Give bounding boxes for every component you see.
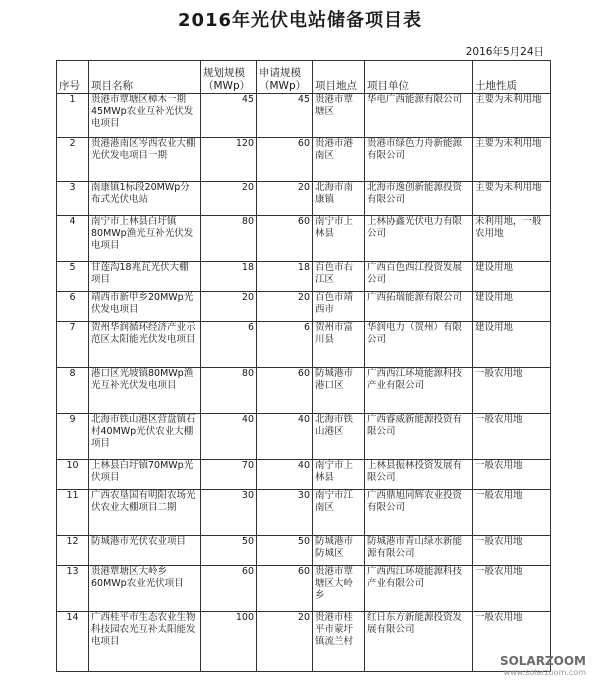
table-row — [57, 292, 551, 322]
table-row — [57, 138, 551, 182]
cell-seq: 14 — [57, 612, 89, 672]
header-requested: 申请规模（MWp） — [257, 61, 313, 94]
cell-location: 贺州市富川县 — [313, 322, 365, 368]
report-date: 2016年5月24日 — [465, 46, 544, 58]
cell-name: 贺州华润循环经济产业示范区太阳能光伏发电项目 — [89, 322, 201, 368]
table-row — [57, 490, 551, 536]
header-name: 项目名称 — [89, 61, 201, 94]
header-land: 土地性质 — [473, 61, 551, 94]
cell-requested: 45 — [257, 94, 313, 138]
cell-unit: 上林县振林投资发展有限公司 — [365, 460, 473, 490]
cell-land: 主要为未利用地 — [473, 94, 551, 138]
cell-name: 南宁市上林县白圩镇80MWp渔光互补光伏发电项目 — [89, 216, 201, 262]
table-row — [57, 182, 551, 216]
cell-seq: 11 — [57, 490, 89, 536]
cell-unit: 广西鼎旭同辉农业投资有限公司 — [365, 490, 473, 536]
cell-land: 主要为未利用地 — [473, 138, 551, 182]
cell-requested: 40 — [257, 414, 313, 460]
header-location: 项目地点 — [313, 61, 365, 94]
cell-unit: 广西拓瑞能源有限公司 — [365, 292, 473, 322]
cell-unit: 广西睿威新能源投资有限公司 — [365, 414, 473, 460]
cell-name: 广西桂平市生态农业生物科技园农光互补太阳能发电项目 — [89, 612, 201, 672]
watermark-brand: SOLARZOOM — [499, 654, 586, 668]
cell-location: 防城港市防城区 — [313, 536, 365, 566]
header-seq: 序号 — [57, 61, 89, 94]
cell-requested: 60 — [257, 566, 313, 612]
cell-unit: 华润电力（贺州）有限公司 — [365, 322, 473, 368]
cell-seq: 6 — [57, 292, 89, 322]
cell-seq: 7 — [57, 322, 89, 368]
cell-seq: 8 — [57, 368, 89, 414]
cell-location: 防城港市港口区 — [313, 368, 365, 414]
cell-requested: 20 — [257, 182, 313, 216]
cell-land: 建设用地 — [473, 262, 551, 292]
cell-seq: 12 — [57, 536, 89, 566]
watermark-url: www.solarzoom.com — [503, 668, 586, 677]
cell-land: 建设用地 — [473, 292, 551, 322]
cell-requested: 60 — [257, 368, 313, 414]
cell-planned: 100 — [201, 612, 257, 672]
cell-unit: 上林协鑫光伏电力有限公司 — [365, 216, 473, 262]
cell-planned: 50 — [201, 536, 257, 566]
cell-requested: 50 — [257, 536, 313, 566]
cell-requested: 20 — [257, 612, 313, 672]
cell-location: 贵港市桂平市蒙圩镇流兰村 — [313, 612, 365, 672]
table-row — [57, 368, 551, 414]
cell-planned: 120 — [201, 138, 257, 182]
cell-seq: 2 — [57, 138, 89, 182]
cell-requested: 18 — [257, 262, 313, 292]
cell-name: 贵港港南区岑西农业大棚光伏发电项目一期 — [89, 138, 201, 182]
table-row — [57, 262, 551, 292]
cell-name: 北海市铁山港区营盘镇石村40MWp光伏农业大棚项目 — [89, 414, 201, 460]
cell-requested: 60 — [257, 216, 313, 262]
header-row — [57, 61, 551, 94]
cell-land: 一般农用地 — [473, 612, 551, 672]
table-row — [57, 612, 551, 672]
cell-seq: 3 — [57, 182, 89, 216]
cell-requested: 30 — [257, 490, 313, 536]
table-row — [57, 94, 551, 138]
cell-location: 贵港市覃塘区 — [313, 94, 365, 138]
cell-planned: 70 — [201, 460, 257, 490]
cell-location: 南宁市江南区 — [313, 490, 365, 536]
cell-land: 建设用地 — [473, 322, 551, 368]
cell-planned: 45 — [201, 94, 257, 138]
cell-name: 港口区光坡镇80MWp渔光互补光伏发电项目 — [89, 368, 201, 414]
cell-name: 靖西市新甲乡20MWp光伏发电项目 — [89, 292, 201, 322]
cell-location: 百色市靖西市 — [313, 292, 365, 322]
table-row — [57, 460, 551, 490]
cell-land: 一般农用地 — [473, 490, 551, 536]
cell-planned: 20 — [201, 182, 257, 216]
cell-land: 一般农用地 — [473, 368, 551, 414]
cell-seq: 4 — [57, 216, 89, 262]
cell-seq: 10 — [57, 460, 89, 490]
cell-land: 一般农用地 — [473, 566, 551, 612]
cell-unit: 贵港市绿色力舟新能源有限公司 — [365, 138, 473, 182]
table-row — [57, 322, 551, 368]
cell-name: 广西农垦国有明阳农场光伏农业大棚项目二期 — [89, 490, 201, 536]
cell-planned: 80 — [201, 368, 257, 414]
cell-unit: 广西西江环境能源科技产业有限公司 — [365, 368, 473, 414]
cell-name: 防城港市光伏农业项目 — [89, 536, 201, 566]
cell-location: 南宁市上林县 — [313, 460, 365, 490]
cell-location: 贵港市港南区 — [313, 138, 365, 182]
table-row — [57, 566, 551, 612]
cell-unit: 华电广西能源有限公司 — [365, 94, 473, 138]
cell-name: 贵港覃塘区大岭乡60MWp农业光伏项目 — [89, 566, 201, 612]
cell-seq: 13 — [57, 566, 89, 612]
cell-planned: 60 — [201, 566, 257, 612]
cell-unit: 广西百色西江投资发展公司 — [365, 262, 473, 292]
table-row — [57, 536, 551, 566]
cell-land: 一般农用地 — [473, 414, 551, 460]
cell-location: 贵港市覃塘区大岭乡 — [313, 566, 365, 612]
cell-name: 南康镇1标段20MWp分布式光伏电站 — [89, 182, 201, 216]
cell-unit: 红日东方新能源投资发展有限公司 — [365, 612, 473, 672]
cell-requested: 6 — [257, 322, 313, 368]
cell-requested: 60 — [257, 138, 313, 182]
cell-requested: 40 — [257, 460, 313, 490]
header-unit: 项目单位 — [365, 61, 473, 94]
solarzoom-watermark — [500, 654, 586, 677]
cell-land: 主要为未利用地 — [473, 182, 551, 216]
cell-unit: 北海市逸创新能源投资有限公司 — [365, 182, 473, 216]
cell-planned: 18 — [201, 262, 257, 292]
cell-land: 未利用地，一般农用地 — [473, 216, 551, 262]
cell-seq: 5 — [57, 262, 89, 292]
cell-requested: 20 — [257, 292, 313, 322]
project-table — [56, 60, 551, 672]
cell-unit: 防城港市青山绿水新能源有限公司 — [365, 536, 473, 566]
cell-seq: 1 — [57, 94, 89, 138]
header-planned: 规划规模（MWp） — [201, 61, 257, 94]
cell-planned: 20 — [201, 292, 257, 322]
cell-land: 一般农用地 — [473, 536, 551, 566]
page-title: 2016年光伏电站储备项目表 — [177, 10, 423, 31]
cell-planned: 80 — [201, 216, 257, 262]
table-row — [57, 216, 551, 262]
cell-location: 北海市铁山港区 — [313, 414, 365, 460]
cell-location: 百色市右江区 — [313, 262, 365, 292]
cell-seq: 9 — [57, 414, 89, 460]
cell-name: 贵港市覃塘区樟木一期45MWp农业互补光伏发电项目 — [89, 94, 201, 138]
cell-name: 甘莲沟18兆瓦光伏大棚项目 — [89, 262, 201, 292]
cell-unit: 广西西江环境能源科技产业有限公司 — [365, 566, 473, 612]
cell-location: 北海市南康镇 — [313, 182, 365, 216]
cell-land: 一般农用地 — [473, 460, 551, 490]
cell-planned: 40 — [201, 414, 257, 460]
cell-planned: 6 — [201, 322, 257, 368]
cell-planned: 30 — [201, 490, 257, 536]
cell-name: 上林县白圩镇70MWp光伏项目 — [89, 460, 201, 490]
cell-location: 南宁市上林县 — [313, 216, 365, 262]
table-row — [57, 414, 551, 460]
